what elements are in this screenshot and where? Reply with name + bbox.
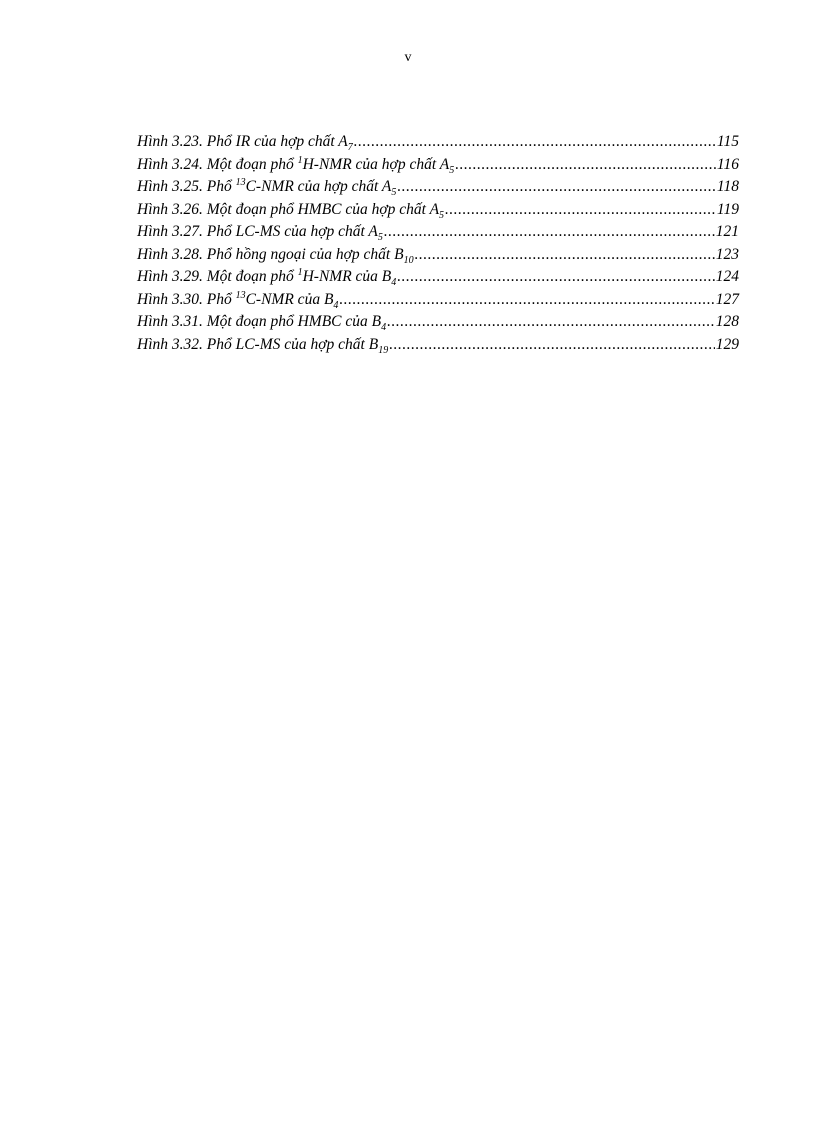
toc-entry[interactable] (137, 246, 739, 269)
entry-page-number: 129 (715, 335, 739, 353)
entry-title: Hình 3.26. Một đoạn phổ HMBC của hợp chất $A_5$ (137, 200, 445, 221)
dot-leader (397, 268, 714, 286)
list-of-figures (137, 133, 739, 358)
toc-entry[interactable] (137, 156, 739, 179)
entry-page-number: 115 (716, 133, 739, 150)
dot-leader (339, 291, 714, 309)
entry-title: Hình 3.28. Phổ hồng ngoại của hợp chất $B_{10}$ (137, 245, 414, 266)
toc-entry[interactable] (137, 336, 739, 359)
toc-entry[interactable] (137, 291, 739, 314)
dot-leader (387, 313, 715, 331)
entry-page-number: 124 (715, 268, 739, 285)
entry-title: Hình 3.27. Phổ LC-MS của hợp chất $A_5$ (137, 223, 383, 244)
entry-title: Hình 3.24. Một đoạn phổ $^1$H-NMR của hợp chất $A_5$ (137, 154, 455, 176)
page-number: v (404, 50, 412, 65)
entry-page-number: 118 (716, 178, 739, 195)
toc-entry[interactable] (137, 201, 739, 224)
toc-entry[interactable] (137, 268, 739, 291)
entry-title: Hình 3.25. Phổ $^{13}$C-NMR của hợp chất $A_5$ (137, 176, 397, 199)
entry-page-number: 123 (715, 245, 739, 263)
dot-leader (415, 246, 715, 264)
entry-page-number: 127 (715, 290, 739, 308)
entry-page-number: 128 (715, 313, 739, 330)
dot-leader (389, 336, 715, 354)
dot-leader (455, 156, 716, 174)
entry-page-number: 119 (716, 200, 739, 218)
entry-title: Hình 3.30. Phổ $^{13}$C-NMR của $B_4$ (137, 289, 339, 311)
toc-entry[interactable] (137, 313, 739, 336)
entry-title: Hình 3.23. Phổ IR của hợp chất $A_7$ (137, 133, 353, 154)
toc-entry[interactable] (137, 133, 739, 156)
dot-leader (397, 178, 716, 196)
dot-leader (445, 201, 716, 219)
dot-leader (354, 133, 716, 151)
entry-title: Hình 3.32. Phổ LC-MS của hợp chất $B_{19}$ (137, 335, 389, 356)
toc-entry[interactable] (137, 223, 739, 246)
entry-page-number: 121 (715, 223, 739, 240)
toc-entry[interactable] (137, 178, 739, 201)
entry-title: Hình 3.31. Một đoạn phổ HMBC của $B_4$ (137, 313, 387, 334)
entry-page-number: 116 (716, 155, 739, 173)
dot-leader (384, 223, 715, 241)
entry-title: Hình 3.29. Một đoạn phổ $^1$H-NMR của $B_4$ (137, 266, 397, 289)
